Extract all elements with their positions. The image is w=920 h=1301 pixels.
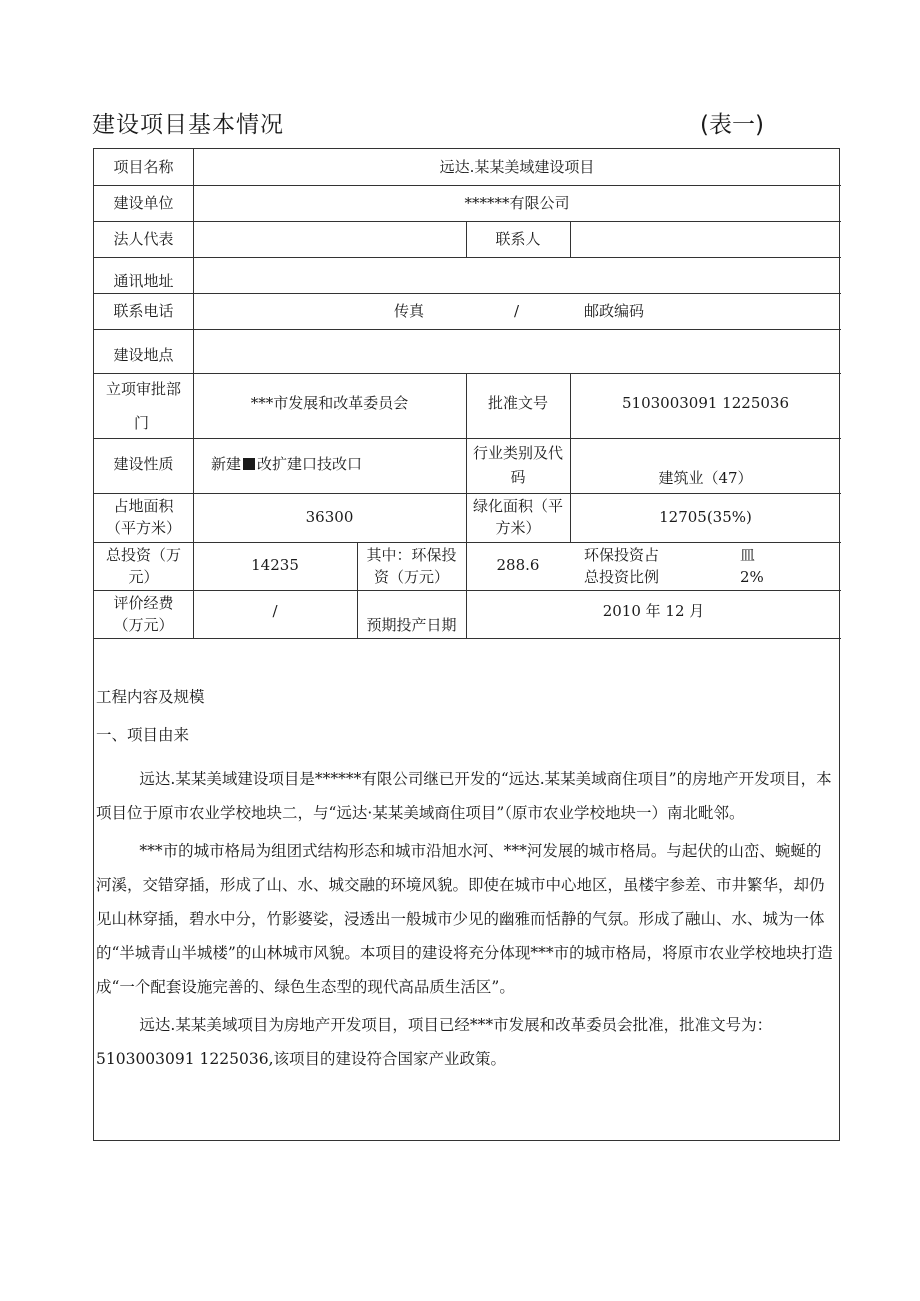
contact-label: 联系人 (495, 230, 541, 248)
nature-new-label: 新建 (211, 455, 242, 473)
industry-value: 建筑业（47） (658, 469, 753, 487)
land-area-label-1: 占地面积 (113, 497, 174, 515)
eval-fee-label-1: 评价经费 (113, 594, 174, 612)
paragraph-1: 远达.某某美域建设项目是******有限公司继已开发的“远达.某某美域商住项目”的房地产开发项目，本项目位于原市农业学校地块二，与“远达·某某美域商住项目”（原市农业学校地块一）南北毗邻。 (96, 770, 832, 822)
industry-label-1: 行业类别及代 (472, 444, 563, 462)
postcode-label: 邮政编码 (584, 302, 645, 320)
env-ratio-label-2: 总投资比例 (584, 568, 660, 586)
green-area-label-2: 方米） (495, 519, 541, 537)
content-section (96, 680, 836, 1076)
section-title: 工程内容及规模 (96, 688, 205, 706)
fax-label: 传真 (394, 302, 425, 320)
env-invest-value: 288.6 (496, 556, 540, 574)
env-ratio-mark: 皿 (740, 546, 756, 564)
site-label: 建设地点 (113, 346, 174, 364)
env-ratio-label-1: 环保投资占 (584, 546, 660, 564)
approval-dept-value: ***市发展和改革委员会 (250, 394, 409, 412)
approval-dept-label-1: 立项审批部 (105, 380, 181, 398)
builder-value: ******有限公司 (464, 194, 570, 212)
paragraph-2: ***市的城市格局为组团式结构形态和城市沿旭水河、***河发展的城市格局。与起伏的山峦、蜿蜒的河溪，交错穿插，形成了山、水、城交融的环境风貌。即使在城市中心地区，虽楼宇参差、市井繁华，却仍见山林穿插，碧水中分，竹影婆娑，浸透出一般城市少见的幽雅而恬静的气氛。形成了融山、水、城为一体的“半城青山半城楼”的山林城市风貌。本项目的建设将充分体现***市的城市格局，将原市农业学校地块打造成“一个配套设施完善的、绿色生态型的现代高品质生活区”。 (96, 842, 833, 996)
nature-options (211, 454, 362, 475)
nature-label: 建设性质 (113, 455, 174, 473)
investment-value: 14235 (251, 556, 299, 574)
project-name-label: 项目名称 (113, 158, 174, 176)
env-invest-label-1: 其中：环保投 (366, 546, 457, 564)
green-area-value: 12705(35%) (659, 508, 752, 526)
checked-box-icon (243, 458, 255, 470)
eval-fee-value: / (272, 602, 278, 620)
approval-no-value: 5103003091 1225036 (621, 394, 789, 412)
investment-label-2: 元） (128, 568, 159, 586)
env-ratio-value: 2% (740, 568, 764, 586)
builder-label: 建设单位 (113, 194, 174, 212)
eval-fee-label-2: （万元） (113, 616, 174, 634)
approval-no-label: 批准文号 (487, 394, 548, 412)
investment-label-1: 总投资（万 (105, 546, 181, 564)
approval-dept-label-2: 门 (134, 414, 150, 432)
page-title: 建设项目基本情况 (92, 112, 284, 138)
sub-title: 一、项目由来 (96, 726, 190, 744)
fax-value: / (514, 302, 520, 320)
start-date-value: 2010 年 12 月 (602, 602, 705, 620)
table-number: (表一) (700, 112, 764, 138)
land-area-label-2: （平方米） (105, 519, 181, 537)
land-area-value: 36300 (305, 508, 354, 526)
green-area-label-1: 绿化面积（平 (472, 497, 563, 515)
legal-rep-label: 法人代表 (113, 230, 174, 248)
env-invest-label-2: 资（万元） (373, 568, 449, 586)
address-label: 通讯地址 (113, 272, 174, 290)
industry-label-2: 码 (510, 468, 526, 486)
project-name-value: 远达.某某美域建设项目 (439, 158, 595, 176)
start-date-label: 预期投产日期 (366, 616, 457, 634)
nature-other-label: 改扩建口技改口 (257, 455, 363, 473)
paragraph-3: 远达.某某美域项目为房地产开发项目，项目已经***市发展和改革委员会批准，批准文号为：5103003091 1225036,该项目的建设符合国家产业政策。 (96, 1016, 773, 1068)
phone-label: 联系电话 (113, 302, 174, 320)
